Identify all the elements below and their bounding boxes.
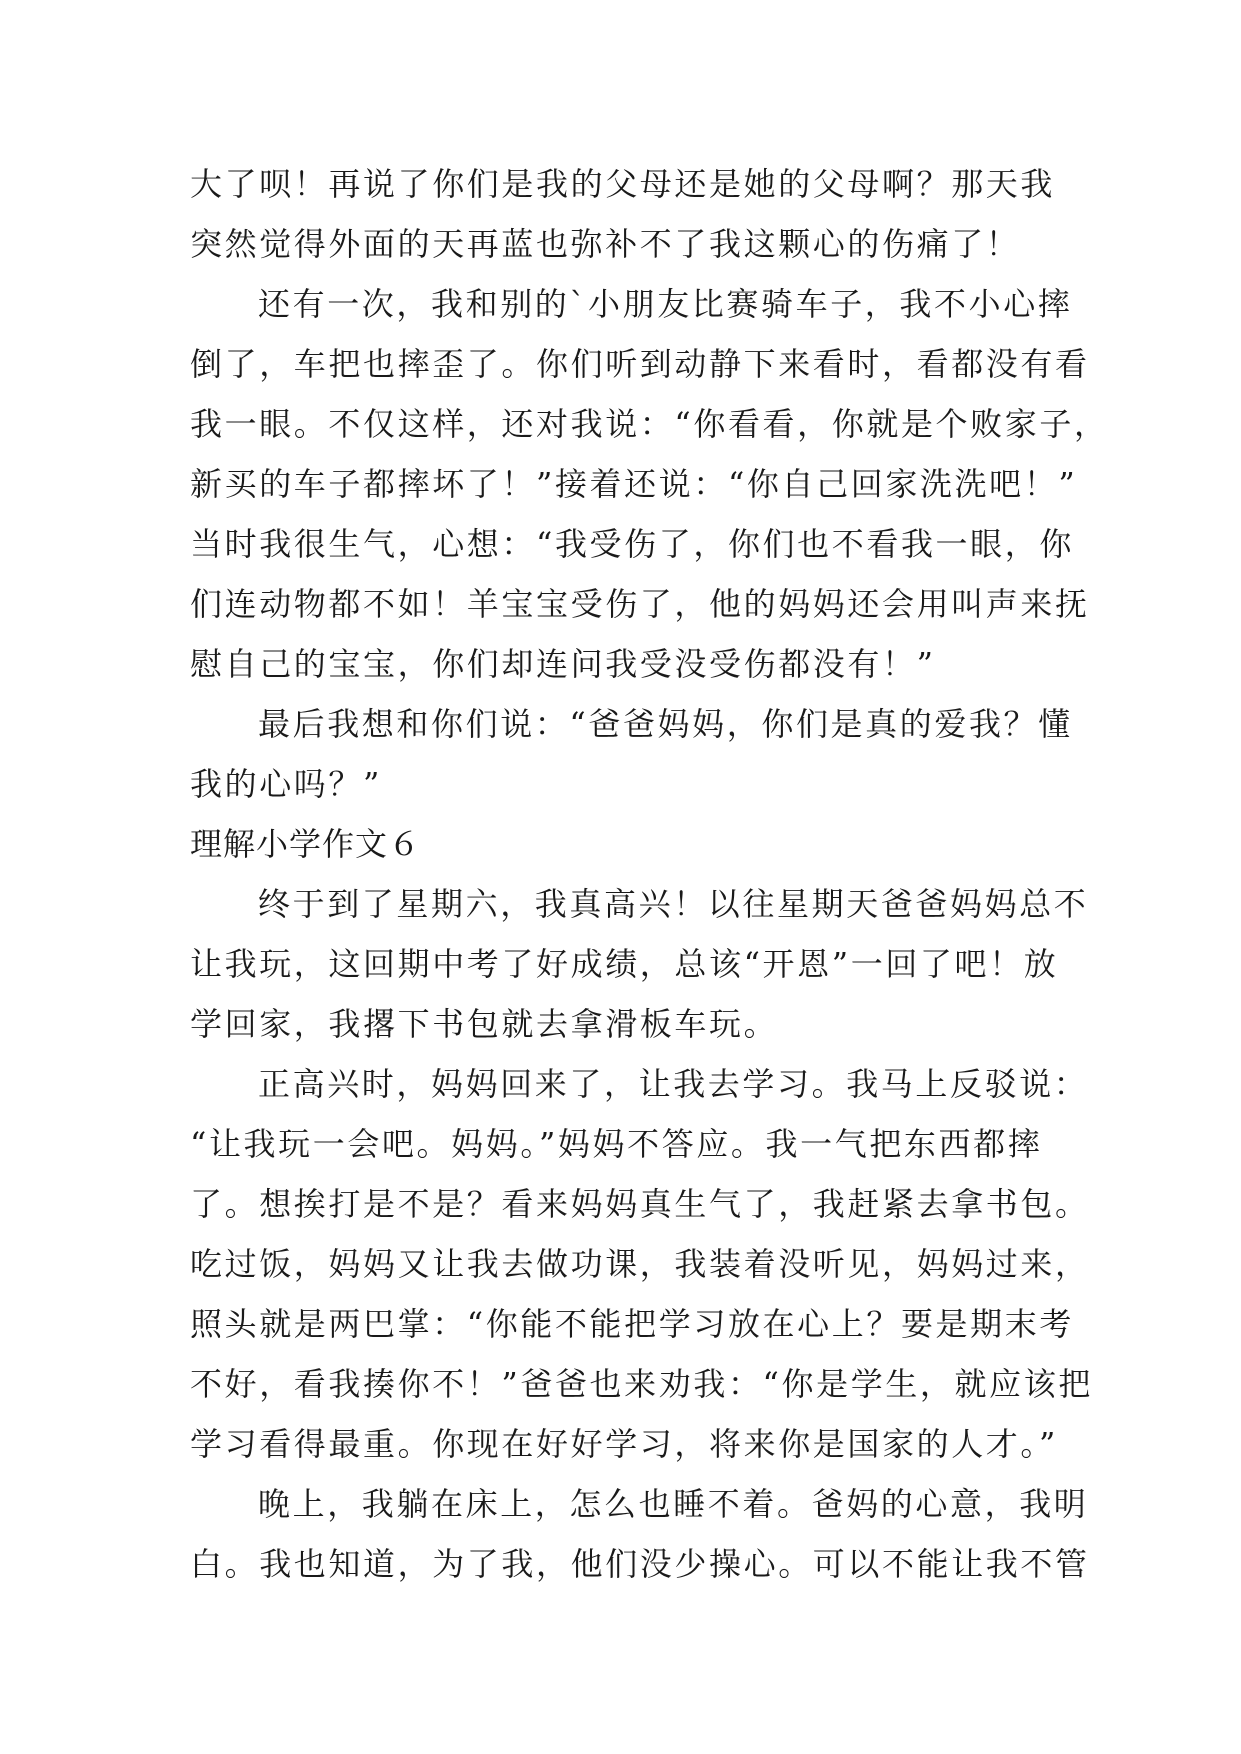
paragraph-1 <box>190 154 1056 274</box>
text-line: 终于到了星期六，我真高兴！以往星期天爸爸妈妈总不 <box>258 885 1089 923</box>
text-line: 白。我也知道，为了我，他们没少操心。可以不能让我不管 <box>190 1545 1090 1583</box>
text-line: 晚上，我躺在床上，怎么也睡不着。爸妈的心意，我明 <box>258 1485 1089 1523</box>
text-line: 学习看得最重。你现在好好学习，将来你是国家的人才。” <box>190 1425 1058 1463</box>
text-line: 我一眼。不仅这样，还对我说：“你看看，你就是个败家子， <box>190 405 1109 443</box>
text-line: 慰自己的宝宝，你们却连问我受没受伤都没有！” <box>190 645 936 683</box>
text-line: 最后我想和你们说：“爸爸妈妈，你们是真的爱我？懂 <box>258 705 1073 743</box>
text-line: 吃过饭，妈妈又让我去做功课，我装着没听见，妈妈过来， <box>190 1245 1090 1283</box>
text-line: 照头就是两巴掌：“你能不能把学习放在心上？要是期末考 <box>190 1305 1074 1343</box>
text-line: 还有一次，我和别的`小朋友比赛骑车子，我不小心摔 <box>258 285 1073 323</box>
paragraph-4 <box>190 874 1089 1054</box>
paragraph-6 <box>190 1474 1090 1594</box>
text-line: 让我玩，这回期中考了好成绩，总该“开恩”一回了吧！放 <box>190 945 1059 983</box>
text-line: 学回家，我撂下书包就去拿滑板车玩。 <box>190 1005 779 1043</box>
text-line: 我的心吗？” <box>190 765 382 803</box>
section-title: 理解小学作文６ <box>190 825 422 863</box>
text-line: “让我玩一会吧。妈妈。”妈妈不答应。我一气把东西都摔 <box>190 1125 1043 1163</box>
text-line: 正高兴时，妈妈回来了，让我去学习。我马上反驳说： <box>258 1065 1089 1103</box>
text-line: 们连动物都不如！羊宝宝受伤了，他的妈妈还会用叫声来抚 <box>190 585 1090 623</box>
text-line: 了。想挨打是不是？看来妈妈真生气了，我赶紧去拿书包。 <box>190 1185 1090 1223</box>
text-line: 当时我很生气，心想：“我受伤了，你们也不看我一眼，你 <box>190 525 1074 563</box>
paragraph-3 <box>190 694 1073 814</box>
text-line: 倒了，车把也摔歪了。你们听到动静下来看时，看都没有看 <box>190 345 1090 383</box>
text-line: 不好，看我揍你不！”爸爸也来劝我：“你是学生，就应该把 <box>190 1365 1093 1403</box>
text-line: 突然觉得外面的天再蓝也弥补不了我这颗心的伤痛了！ <box>190 225 1021 263</box>
text-line: 新买的车子都摔坏了！”接着还说：“你自己回家洗洗吧！” <box>190 465 1078 503</box>
text-line: 大了呗！再说了你们是我的父母还是她的父母啊？那天我 <box>190 165 1056 203</box>
paragraph-2 <box>190 274 1109 694</box>
paragraph-5 <box>190 1054 1093 1474</box>
document-body <box>190 154 1109 1594</box>
